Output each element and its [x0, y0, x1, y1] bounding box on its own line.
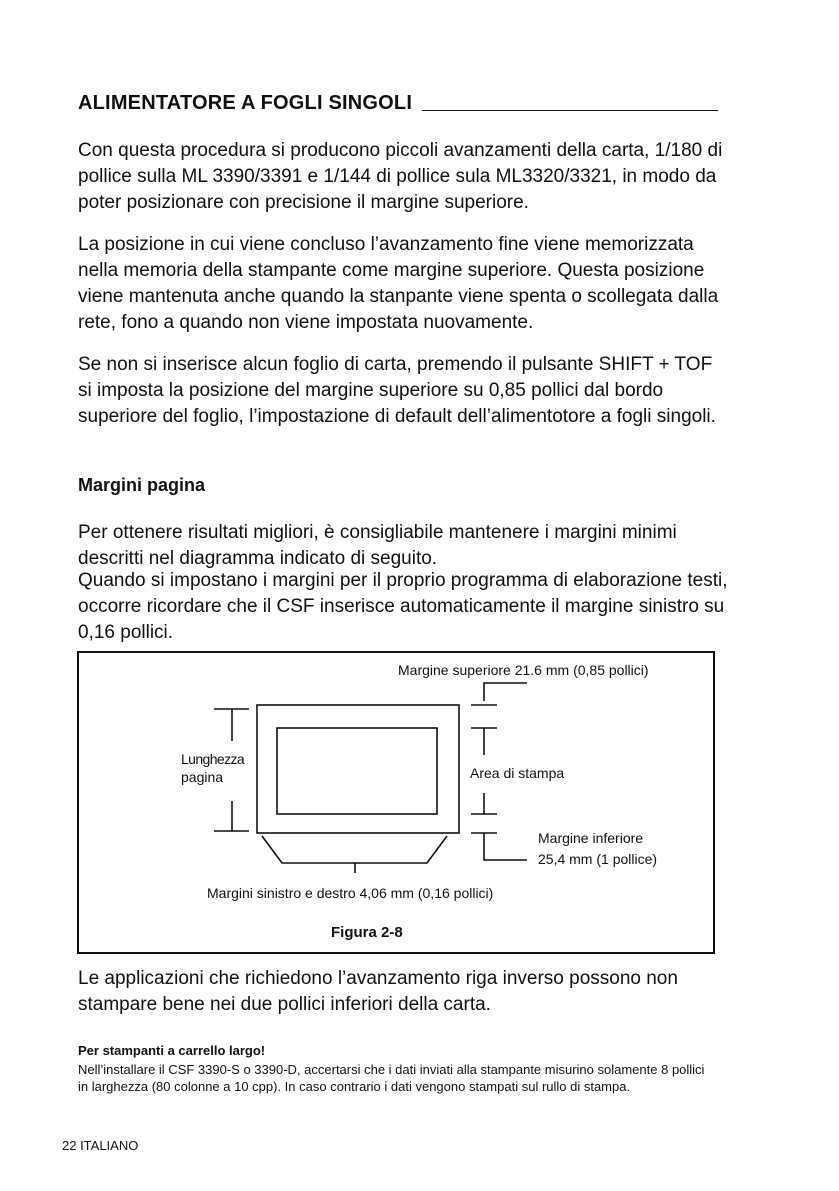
bottom-margin-label-2: 25,4 mm (1 pollice) — [538, 851, 658, 867]
paragraph-fine-feed: Con questa procedura si producono piccoli avanzamenti della carta, 1/180 di pollice sulla ML 3390/3391 e 1/144 di pollice sula ML3320/3321, in modo da poter posizionare con precisione il margine superiore. — [78, 140, 723, 213]
section-title-row — [78, 92, 718, 115]
print-area-label: Area di stampa — [470, 765, 565, 781]
side-margin-bracket — [262, 836, 447, 863]
diagram-drawing — [79, 653, 717, 956]
bottom-margin-label-1: Margine inferiore — [538, 830, 644, 846]
reverse-feed-paragraph: Le applicazioni che richiedono l’avanzamento riga inverso possono non stampare bene nei due pollici inferiori della carta. — [78, 968, 678, 1015]
page-footer: 22 ITALIANO — [62, 1138, 139, 1153]
wide-carriage-note-heading: Per stampanti a carrello largo! — [78, 1043, 266, 1058]
paragraph-default: Se non si inserisce alcun foglio di carta, premendo il pulsante SHIFT + TOF si imposta la posizione del margine superiore su 0,85 pollici dal bordo superiore del foglio, l’impostazione di default dell’alimentotore a fogli singoli. — [78, 354, 716, 427]
print-area-box — [277, 728, 437, 814]
margins-paragraph-2: Quando si impostano i margini per il proprio programma di elaborazione testi, occorre ricordare che il CSF inserisce automaticamente il margine sinistro su 0,16 pollici. — [78, 570, 728, 643]
margin-diagram — [77, 651, 715, 954]
figure-caption: Figura 2-8 — [331, 924, 403, 941]
page-length-label-2: pagina — [181, 769, 224, 785]
wide-carriage-note-body: Nell’installare il CSF 3390-S o 3390-D, accertarsi che i dati inviati alla stampante misurino solamente 8 pollici in larghezza (80 colonne a 10 cpp). In caso contrario i dati vengono stampati sul rullo di stampa. — [78, 1062, 705, 1094]
paragraph-memory: La posizione in cui viene concluso l’avanzamento fine viene memorizzata nella memoria della stampante come margine superiore. Questa posizione viene mantenuta anche quando la stanpante viene spenta o scollegata dalla rete, fono a quando non viene impostata nuovamente. — [78, 234, 719, 333]
margins-paragraph-1: Per ottenere risultati migliori, è consigliabile mantenere i margini minimi descritti nel diagramma indicato di seguito. — [78, 522, 677, 569]
title-rule — [422, 110, 718, 111]
page-length-label-1: Lunghezza — [181, 751, 245, 767]
section-title: ALIMENTATORE A FOGLI SINGOLI — [78, 92, 413, 114]
side-margins-label: Margini sinistro e destro 4,06 mm (0,16 pollici) — [207, 885, 494, 901]
top-margin-label: Margine superiore 21.6 mm (0,85 pollici) — [398, 662, 649, 678]
margins-heading: Margini pagina — [78, 475, 206, 495]
